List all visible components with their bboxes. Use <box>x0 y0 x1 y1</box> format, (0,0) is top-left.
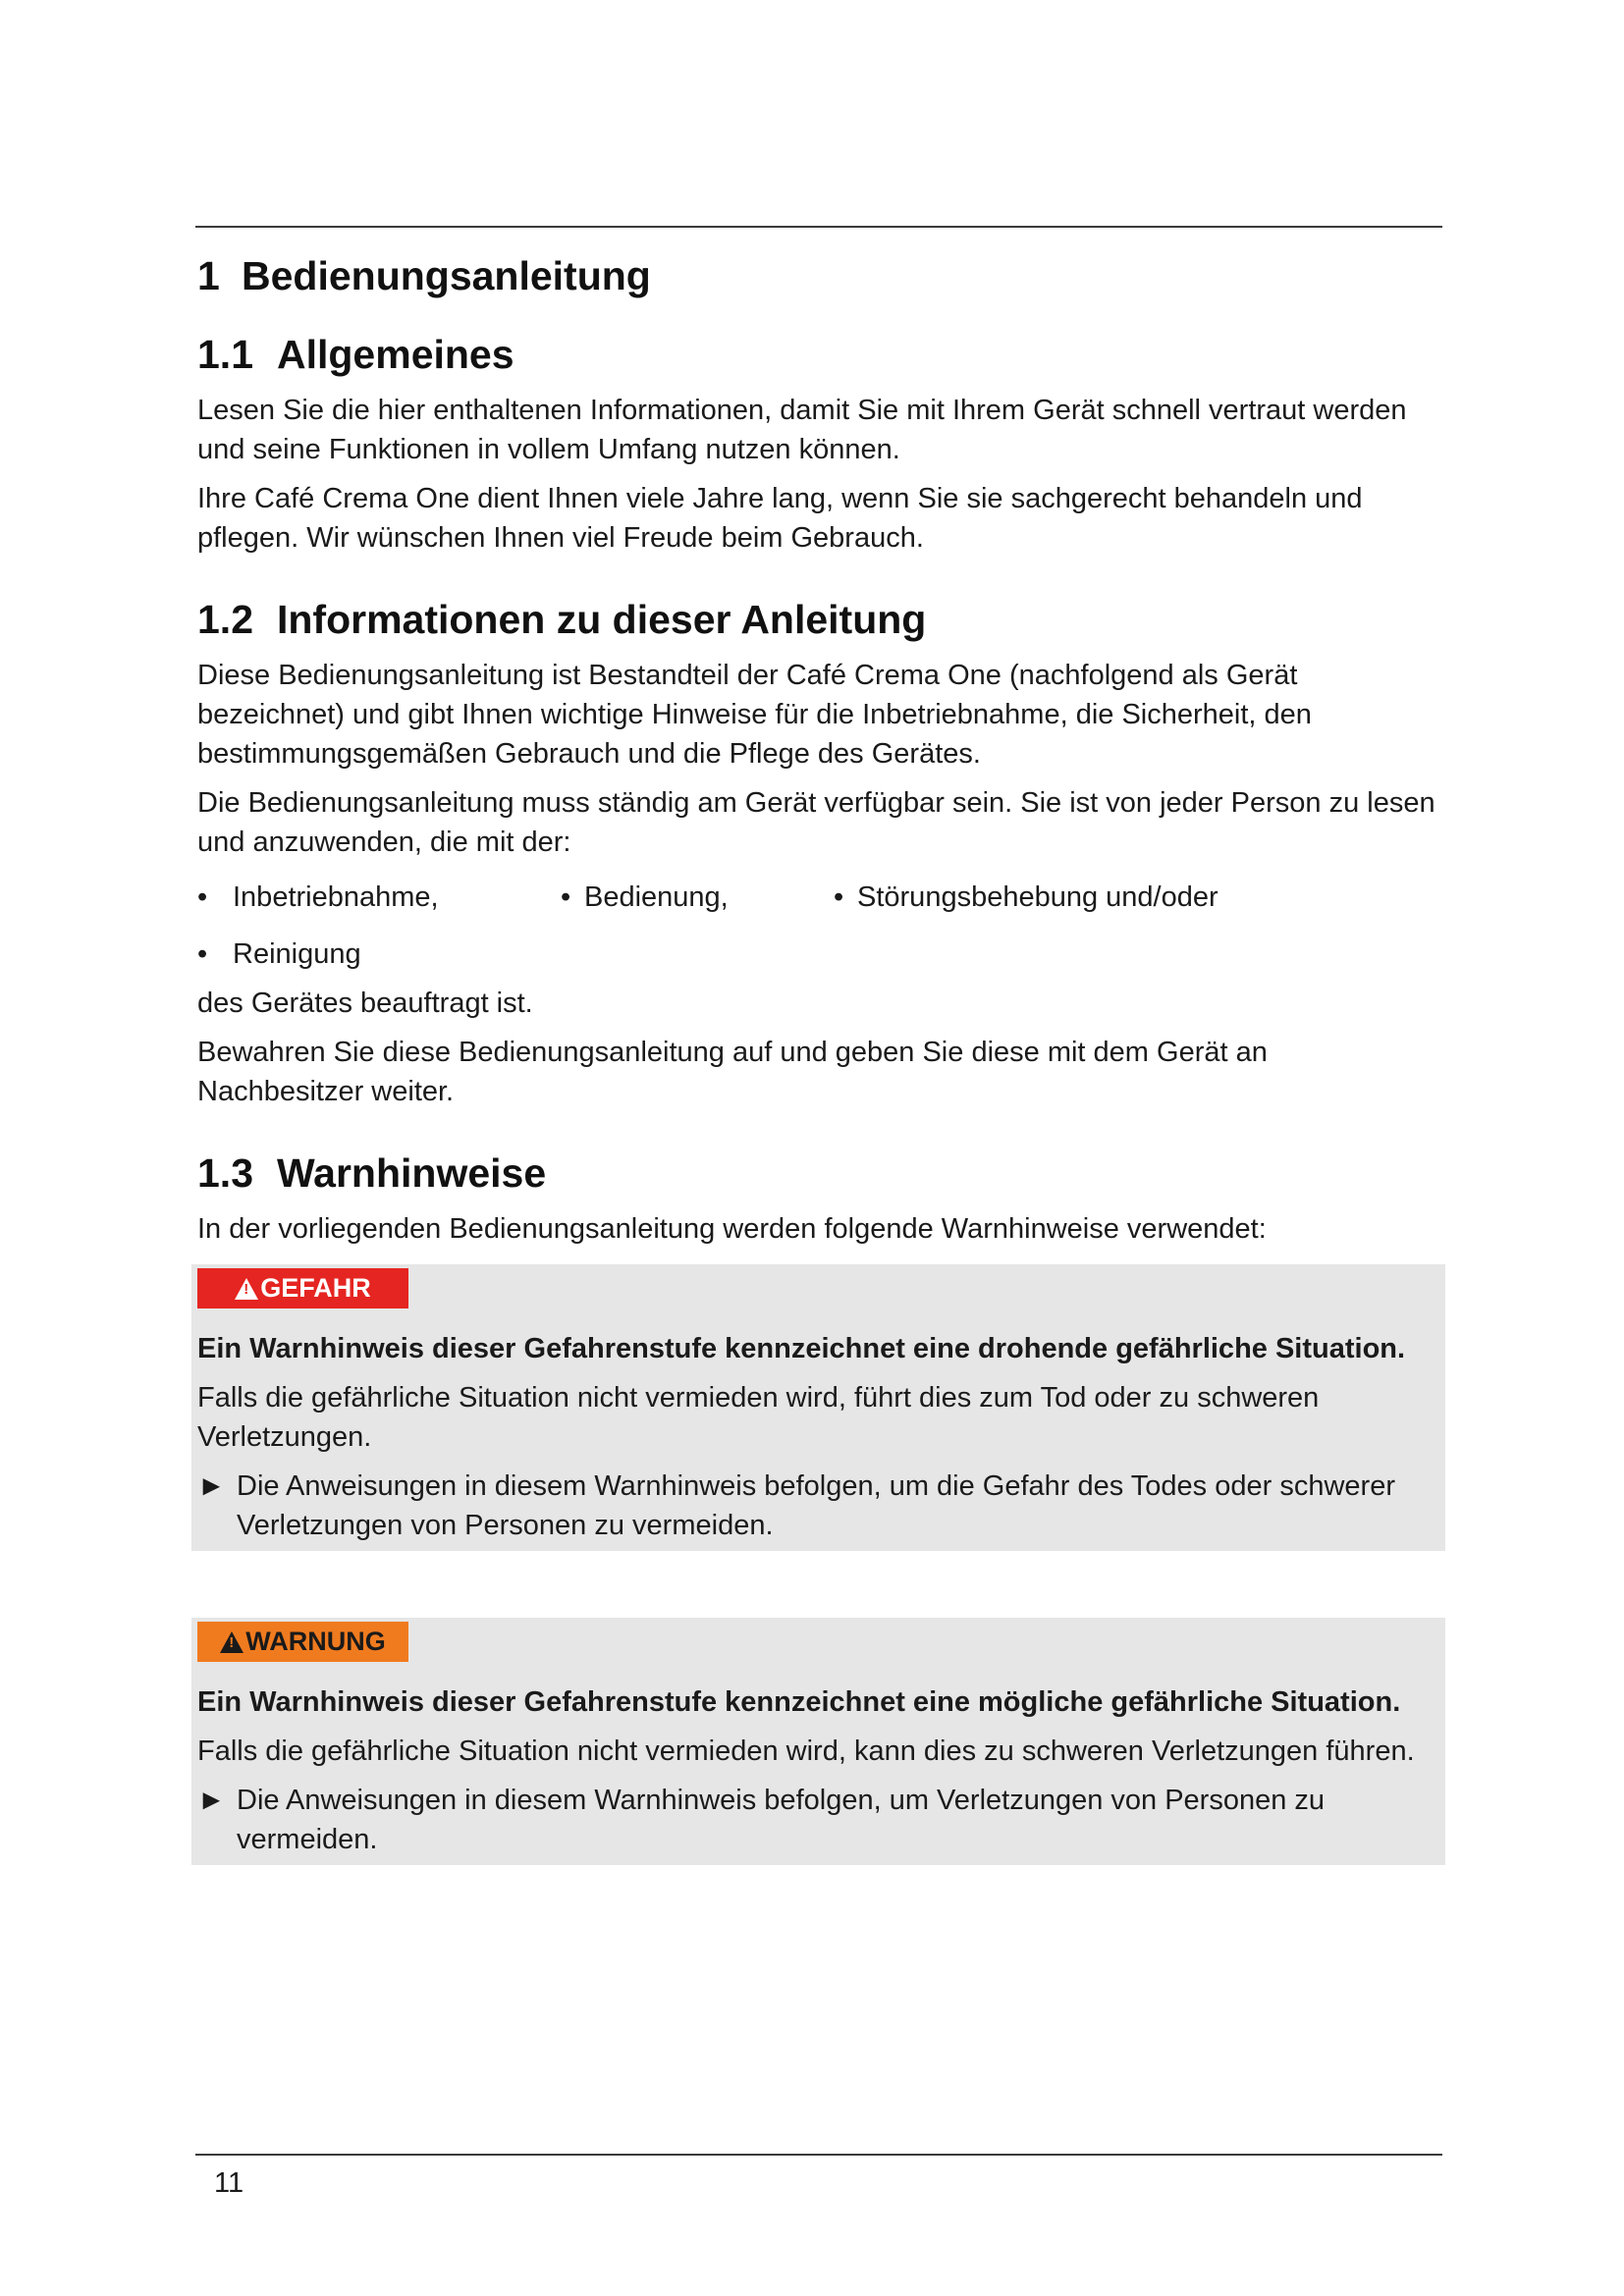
bullet-list-row <box>197 878 1439 917</box>
paragraph: Lesen Sie die hier enthaltenen Informationen, damit Sie mit Ihrem Gerät schnell vertraut werden und seine Funktionen in vollem Umfang nutzen können. <box>197 395 1407 465</box>
danger-label: ! GEFAHR <box>197 1268 408 1308</box>
paragraph: In der vorliegenden Bedienungsanleitung werden folgende Warnhinweise verwendet: <box>197 1213 1267 1245</box>
warning-warning-box <box>191 1618 1445 1865</box>
warning-headline: Ein Warnhinweis dieser Gefahrenstufe kennzeichnet eine drohende gefährliche Situation. <box>197 1333 1406 1364</box>
paragraph: Diese Bedienungsanleitung ist Bestandteil der Café Crema One (nachfolgend als Gerät bezeichnet) und gibt Ihnen wichtige Hinweise für die Inbetriebnahme, die Sicherheit, den bestimmungsgemäßen Gebrauch und die Pflege des Gerätes. <box>197 660 1312 770</box>
section-1-3-heading: 1.3 Warnhinweise <box>197 1150 547 1196</box>
header-rule <box>195 226 1442 228</box>
section-1-1-heading: 1.1 Allgemeines <box>197 332 514 377</box>
arrow-right-icon: ► <box>197 1785 226 1816</box>
paragraph: Bewahren Sie diese Bedienungsanleitung auf und geben Sie diese mit dem Gerät an Nachbesitzer weiter. <box>197 1037 1268 1107</box>
paragraph: des Gerätes beauftragt ist. <box>197 988 533 1019</box>
footer-rule <box>195 2154 1442 2156</box>
warning-action: ► Die Anweisungen in diesem Warnhinweis befolgen, um Verletzungen von Personen zu vermeiden. <box>197 1781 1439 1859</box>
arrow-right-icon: ► <box>197 1470 226 1502</box>
warning-triangle-icon <box>220 1631 244 1653</box>
list-item: • Störungsbehebung und/oder <box>834 881 1218 913</box>
paragraph: Ihre Café Crema One dient Ihnen viele Jahre lang, wenn Sie sie sachgerecht behandeln und pflegen. Wir wünschen Ihnen viel Freude beim Gebrauch. <box>197 483 1363 554</box>
section-1-2-heading: 1.2 Informationen zu dieser Anleitung <box>197 597 927 642</box>
warning-consequence: Falls die gefährliche Situation nicht vermieden wird, kann dies zu schweren Verletzungen führen. <box>197 1735 1415 1767</box>
danger-warning-box <box>191 1264 1445 1551</box>
page-content <box>197 251 1439 1865</box>
warning-label: ! WARNUNG <box>197 1622 408 1662</box>
section-1-heading: 1 Bedienungsanleitung <box>197 253 651 298</box>
list-item: • Reinigung <box>197 938 361 970</box>
paragraph: Die Bedienungsanleitung muss ständig am Gerät verfügbar sein. Sie ist von jeder Person zu lesen und anzuwenden, die mit der: <box>197 787 1435 858</box>
list-item: • Inbetriebnahme, <box>197 881 439 913</box>
warning-triangle-icon <box>235 1278 258 1300</box>
warning-consequence: Falls die gefährliche Situation nicht vermieden wird, führt dies zum Tod oder zu schweren Verletzungen. <box>197 1382 1320 1453</box>
page-number: 11 <box>214 2167 244 2199</box>
list-item: • Bedienung, <box>561 881 729 913</box>
warning-headline: Ein Warnhinweis dieser Gefahrenstufe kennzeichnet eine mögliche gefährliche Situation. <box>197 1686 1401 1718</box>
warning-action: ► Die Anweisungen in diesem Warnhinweis befolgen, um die Gefahr des Todes oder schwerer Verletzungen von Personen zu vermeiden. <box>197 1467 1439 1545</box>
